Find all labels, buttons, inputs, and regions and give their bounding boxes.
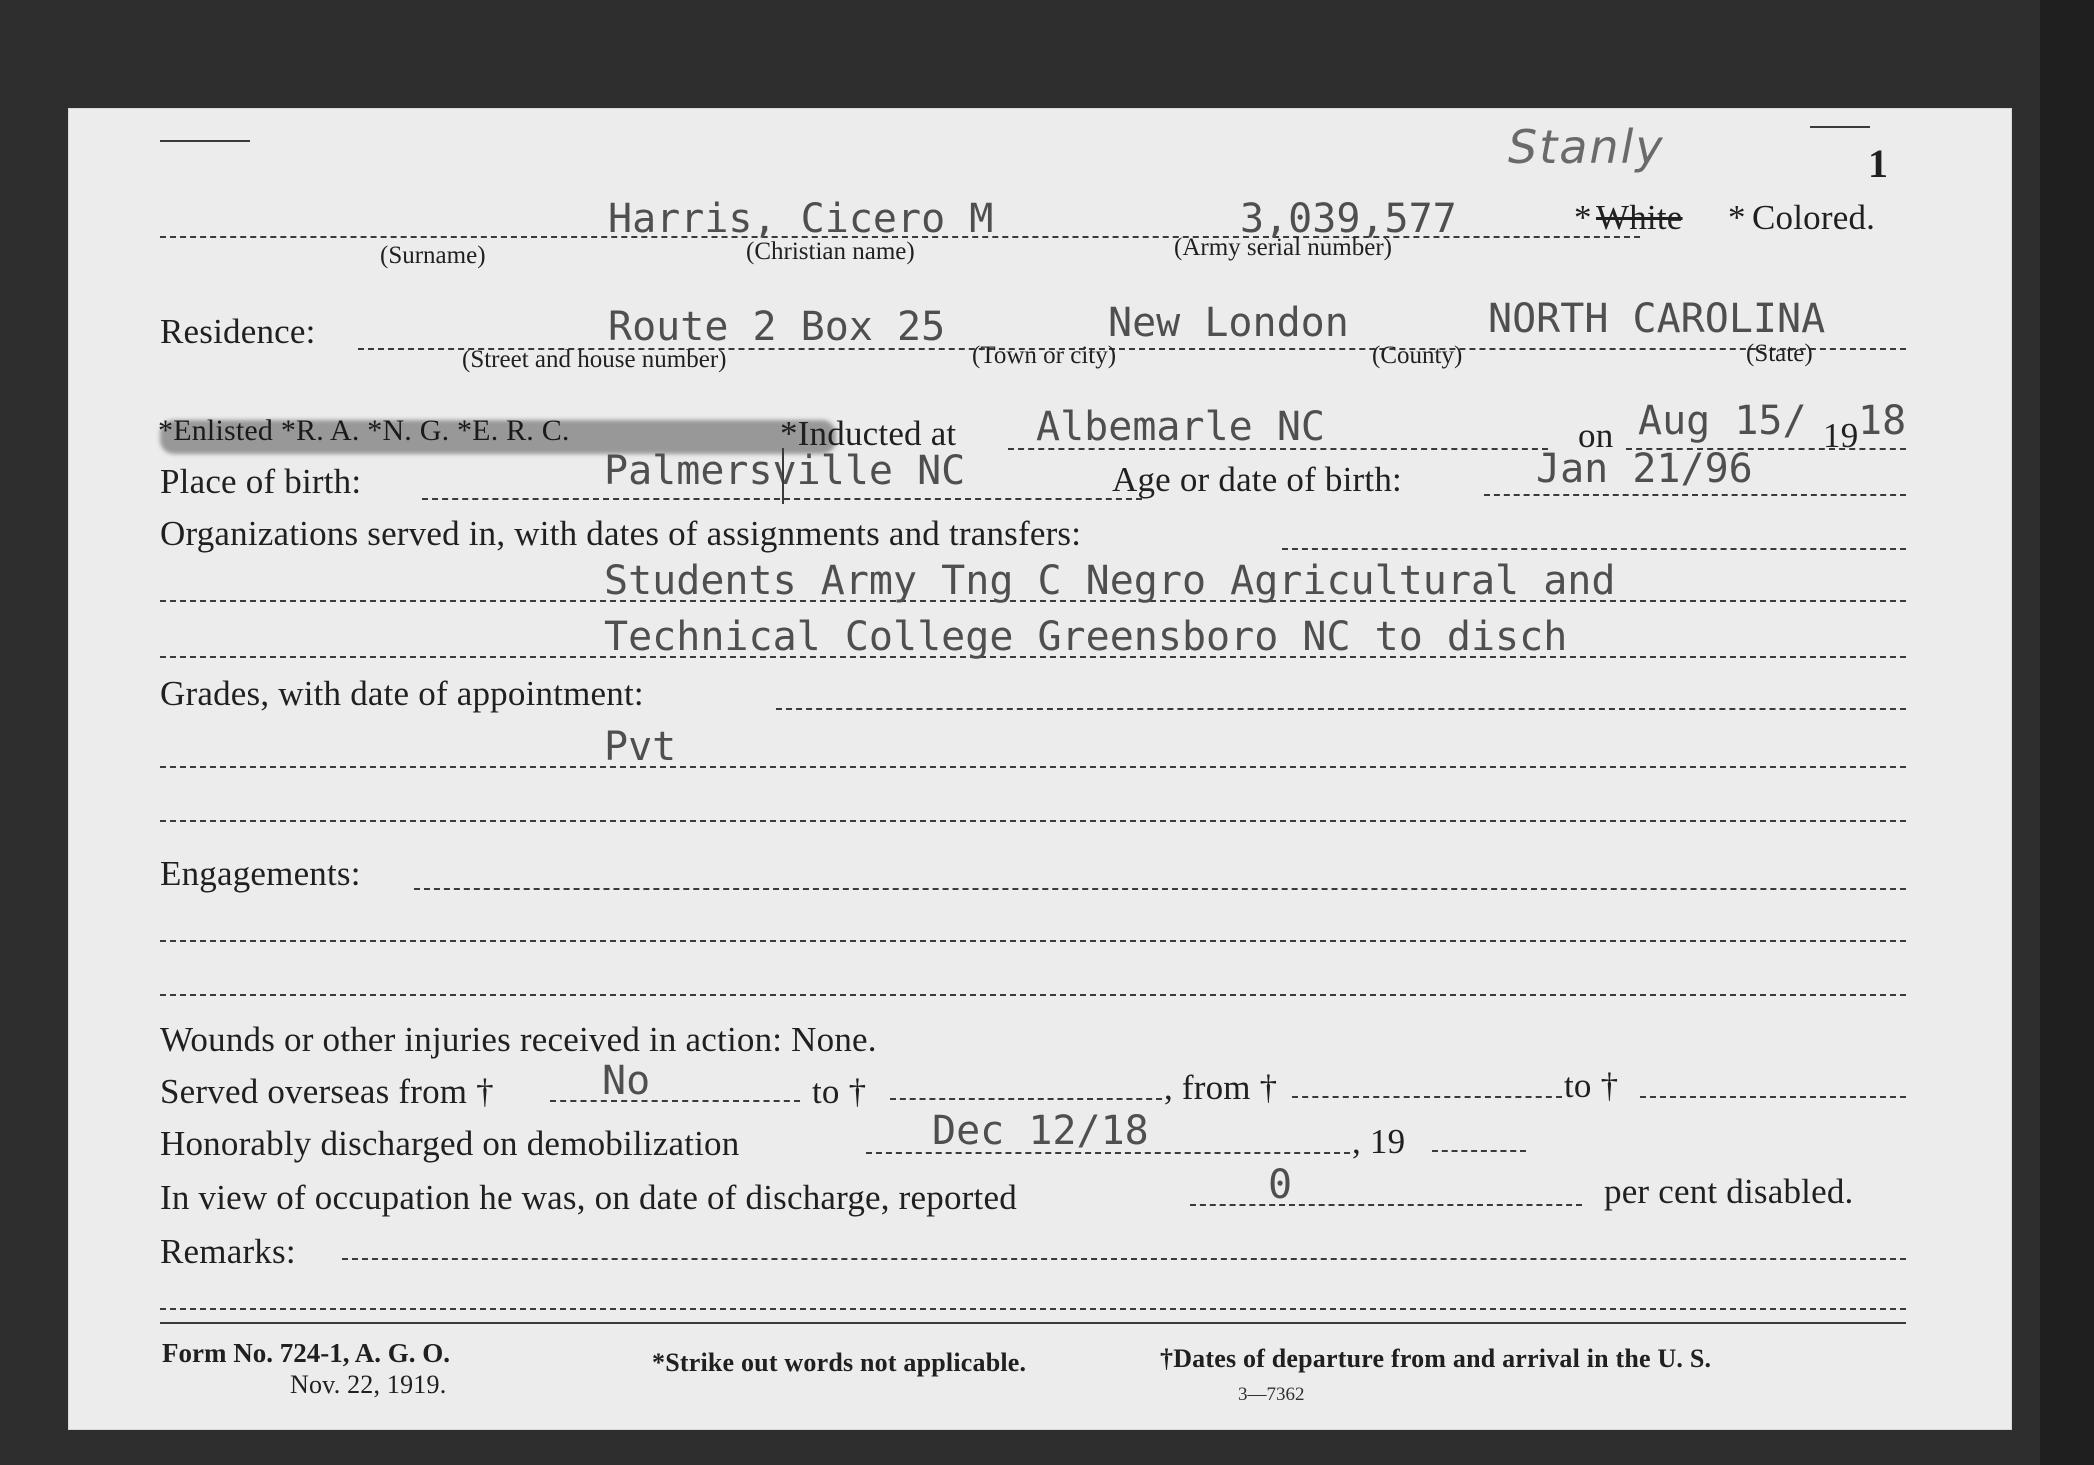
caption-christian-name: (Christian name) xyxy=(746,238,915,265)
footer-rule xyxy=(160,1322,1906,1324)
footnote-dates: †Dates of departure from and arrival in the U. S. xyxy=(1160,1344,1712,1373)
age-or-dob-line xyxy=(1484,494,1906,496)
residence-town-value: New London xyxy=(1108,300,1349,346)
discharge-date-value: Dec 12/18 xyxy=(932,1108,1149,1154)
place-of-birth-value: Palmersville NC xyxy=(604,448,966,494)
enlisted-options-struck: *Enlisted *R. A. *N. G. *E. R. C. xyxy=(158,414,570,447)
overseas-to-line-2 xyxy=(1640,1096,1906,1098)
served-overseas-label: Served overseas from † xyxy=(160,1072,494,1111)
race-asterisk-2: * xyxy=(1728,198,1746,237)
form-date: Nov. 22, 1919. xyxy=(290,1370,447,1399)
background-right-edge xyxy=(2040,0,2094,1465)
serial-number-value: 3,039,577 xyxy=(1240,196,1457,242)
on-label: on xyxy=(1578,416,1614,455)
remarks-line-0 xyxy=(342,1258,1906,1260)
form-number: Form No. 724-1, A. G. O. xyxy=(162,1338,450,1368)
footnote-strike-out: *Strike out words not applicable. xyxy=(652,1348,1027,1377)
organizations-value-line1: Students Army Tng C Negro Agricultural and xyxy=(604,558,1616,604)
disability-line xyxy=(1190,1204,1582,1206)
overseas-to-label-2: to † xyxy=(1564,1066,1619,1105)
top-right-rule xyxy=(1810,126,1870,128)
disability-label: In view of occupation he was, on date of discharge, reported xyxy=(160,1178,1017,1217)
residence-label: Residence: xyxy=(160,312,316,351)
caption-serial: (Army serial number) xyxy=(1174,234,1392,261)
disability-value: 0 xyxy=(1268,1162,1293,1208)
discharge-year-line xyxy=(1432,1150,1526,1152)
inducted-at-label: *Inducted at xyxy=(780,414,957,453)
overseas-to-line-1 xyxy=(890,1098,1162,1100)
overseas-from-line xyxy=(550,1100,800,1102)
race-white-struck: White xyxy=(1596,198,1683,237)
induction-year-value: 18 xyxy=(1858,398,1907,444)
engagements-line-0 xyxy=(414,888,1906,890)
remarks-line-1 xyxy=(160,1308,1906,1310)
inducted-at-value: Albemarle NC xyxy=(1036,404,1325,450)
caption-state: (State) xyxy=(1746,340,1813,367)
engagements-label: Engagements: xyxy=(160,854,361,893)
induction-year-prefix: 19 xyxy=(1823,416,1859,455)
disability-suffix: per cent disabled. xyxy=(1604,1172,1854,1211)
race-asterisk-1: * xyxy=(1574,198,1592,237)
engagements-line-2 xyxy=(160,994,1906,996)
overseas-from-line-2 xyxy=(1292,1096,1562,1098)
grades-line-2 xyxy=(160,820,1906,822)
card-number: 1 xyxy=(1868,141,1889,186)
organizations-line-0 xyxy=(1282,548,1906,550)
discharge-year-label: , 19 xyxy=(1352,1122,1406,1161)
age-or-dob-label: Age or date of birth: xyxy=(1112,460,1402,499)
grades-line-1 xyxy=(160,766,1906,768)
race-colored: Colored. xyxy=(1752,198,1876,237)
grades-value: Pvt xyxy=(604,724,677,770)
caption-county: (County) xyxy=(1372,342,1463,369)
overseas-to-label-1: to † xyxy=(812,1072,867,1111)
grades-label: Grades, with date of appointment: xyxy=(160,674,644,713)
caption-surname: (Surname) xyxy=(380,242,486,269)
grades-line-0 xyxy=(776,708,1906,710)
residence-state-value: NORTH CAROLINA xyxy=(1488,296,1826,342)
place-of-birth-label: Place of birth: xyxy=(160,462,362,501)
organizations-value-line2: Technical College Greensboro NC to disch xyxy=(604,614,1568,660)
overseas-from-label-2: , from † xyxy=(1164,1068,1278,1107)
top-left-rule xyxy=(160,140,250,142)
service-record-card xyxy=(68,108,2012,1430)
overseas-from-value: No xyxy=(602,1058,651,1104)
discharge-label: Honorably discharged on demobilization xyxy=(160,1124,740,1163)
induction-date-value: Aug 15/ xyxy=(1638,398,1807,444)
caption-town: (Town or city) xyxy=(972,342,1117,369)
remarks-label: Remarks: xyxy=(160,1232,296,1271)
wounds-label: Wounds or other injuries received in action: None. xyxy=(160,1020,877,1059)
print-code: 3—7362 xyxy=(1238,1384,1305,1405)
age-or-dob-value: Jan 21/96 xyxy=(1536,446,1753,492)
birth-place-mark xyxy=(782,448,784,504)
residence-street-value: Route 2 Box 25 xyxy=(608,304,946,350)
organizations-label: Organizations served in, with dates of assignments and transfers: xyxy=(160,514,1082,553)
county-handwritten-note: Stanly xyxy=(1508,120,1665,174)
caption-street: (Street and house number) xyxy=(462,346,727,373)
engagements-line-1 xyxy=(160,940,1906,942)
surname-christian-value: Harris, Cicero M xyxy=(608,196,994,242)
